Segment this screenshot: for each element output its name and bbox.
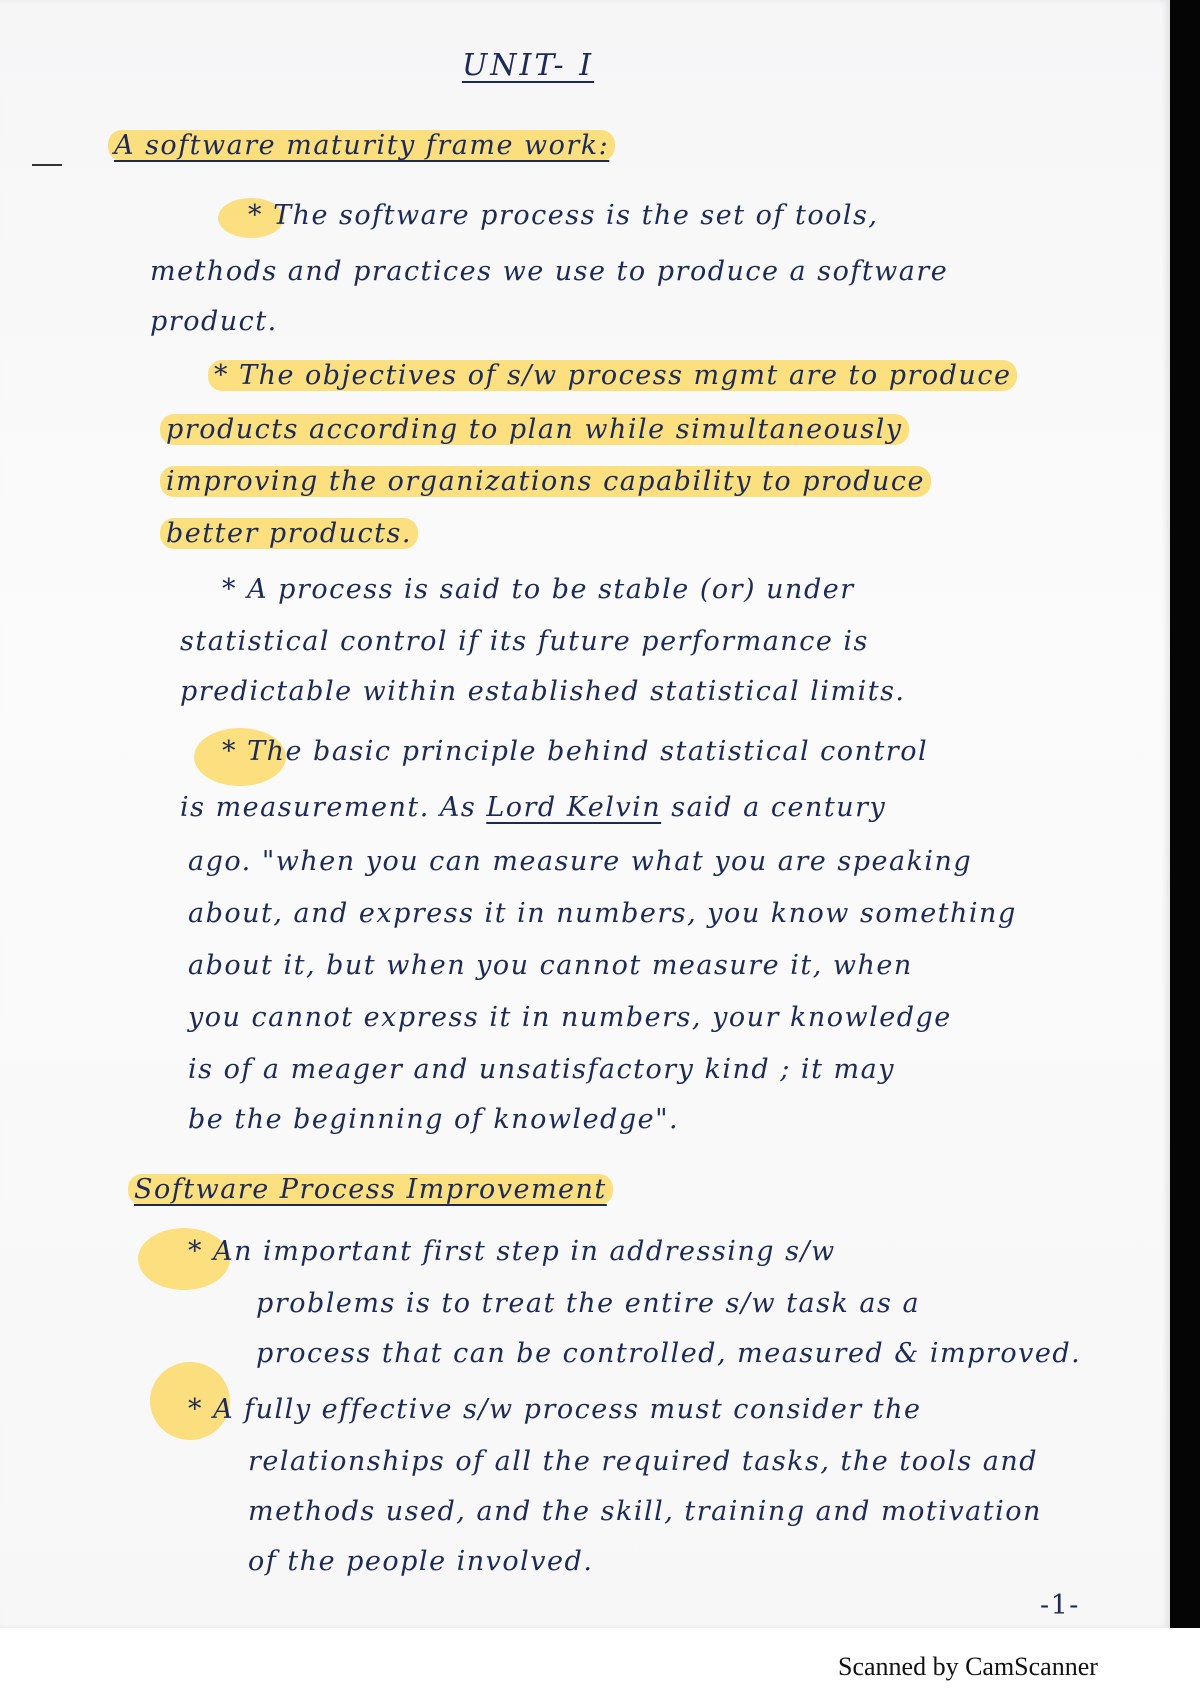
text-line: * A process is said to be stable (or) under bbox=[222, 574, 855, 605]
text-line: * A fully effective s/w process must consider the bbox=[188, 1394, 922, 1425]
text-line: process that can be controlled, measured & improved. bbox=[256, 1338, 1082, 1369]
text-line: statistical control if its future performance is bbox=[180, 626, 869, 657]
text-line bbox=[180, 792, 886, 823]
text-fragment: said a century bbox=[671, 792, 887, 823]
text-line bbox=[160, 466, 931, 497]
heading-text: A software maturity frame work: bbox=[108, 130, 615, 161]
text-line: methods and practices we use to produce a software bbox=[150, 256, 949, 287]
section-heading bbox=[128, 1174, 613, 1205]
scanner-watermark: Scanned by CamScanner bbox=[838, 1652, 1098, 1681]
section-heading bbox=[108, 130, 615, 161]
text-line: * The software process is the set of tools, bbox=[248, 200, 879, 231]
text-line: * The basic principle behind statistical control bbox=[222, 736, 929, 767]
text-line: predictable within established statistical limits. bbox=[180, 676, 906, 707]
text-line: relationships of all the required tasks, the tools and bbox=[248, 1446, 1039, 1477]
text-line bbox=[208, 360, 1017, 391]
scan-border bbox=[1170, 0, 1200, 1628]
heading-text: Software Process Improvement bbox=[128, 1174, 613, 1205]
text-line: of the people involved. bbox=[248, 1546, 594, 1577]
text-line bbox=[160, 518, 418, 549]
text-line: you cannot express it in numbers, your knowledge bbox=[188, 1002, 952, 1033]
text-line: about, and express it in numbers, you know something bbox=[188, 898, 1017, 929]
page-number: -1- bbox=[1040, 1590, 1080, 1621]
text-line: product. bbox=[150, 306, 278, 337]
text-line: is of a meager and unsatisfactory kind ; it may bbox=[188, 1054, 895, 1085]
page-title: UNIT- I bbox=[462, 48, 595, 83]
highlighted-text: * The objectives of s/w process mgmt are to produce bbox=[208, 360, 1017, 391]
text-line: ago. "when you can measure what you are speaking bbox=[188, 846, 973, 877]
highlighted-text: improving the organizations capability to produce bbox=[160, 466, 931, 497]
text-line: methods used, and the skill, training and motivation bbox=[248, 1496, 1042, 1527]
underlined-name: Lord Kelvin bbox=[486, 792, 662, 823]
highlighted-text: products according to plan while simultaneously bbox=[160, 414, 909, 445]
text-line: be the beginning of knowledge". bbox=[188, 1104, 680, 1135]
text-fragment: is measurement. As bbox=[180, 792, 477, 823]
text-line: * An important first step in addressing s/w bbox=[188, 1236, 836, 1267]
text-line: about it, but when you cannot measure it, when bbox=[188, 950, 913, 981]
text-line: problems is to treat the entire s/w task as a bbox=[256, 1288, 921, 1319]
highlighted-text: better products. bbox=[160, 518, 418, 549]
margin-dash bbox=[32, 164, 62, 166]
text-line bbox=[160, 414, 909, 445]
